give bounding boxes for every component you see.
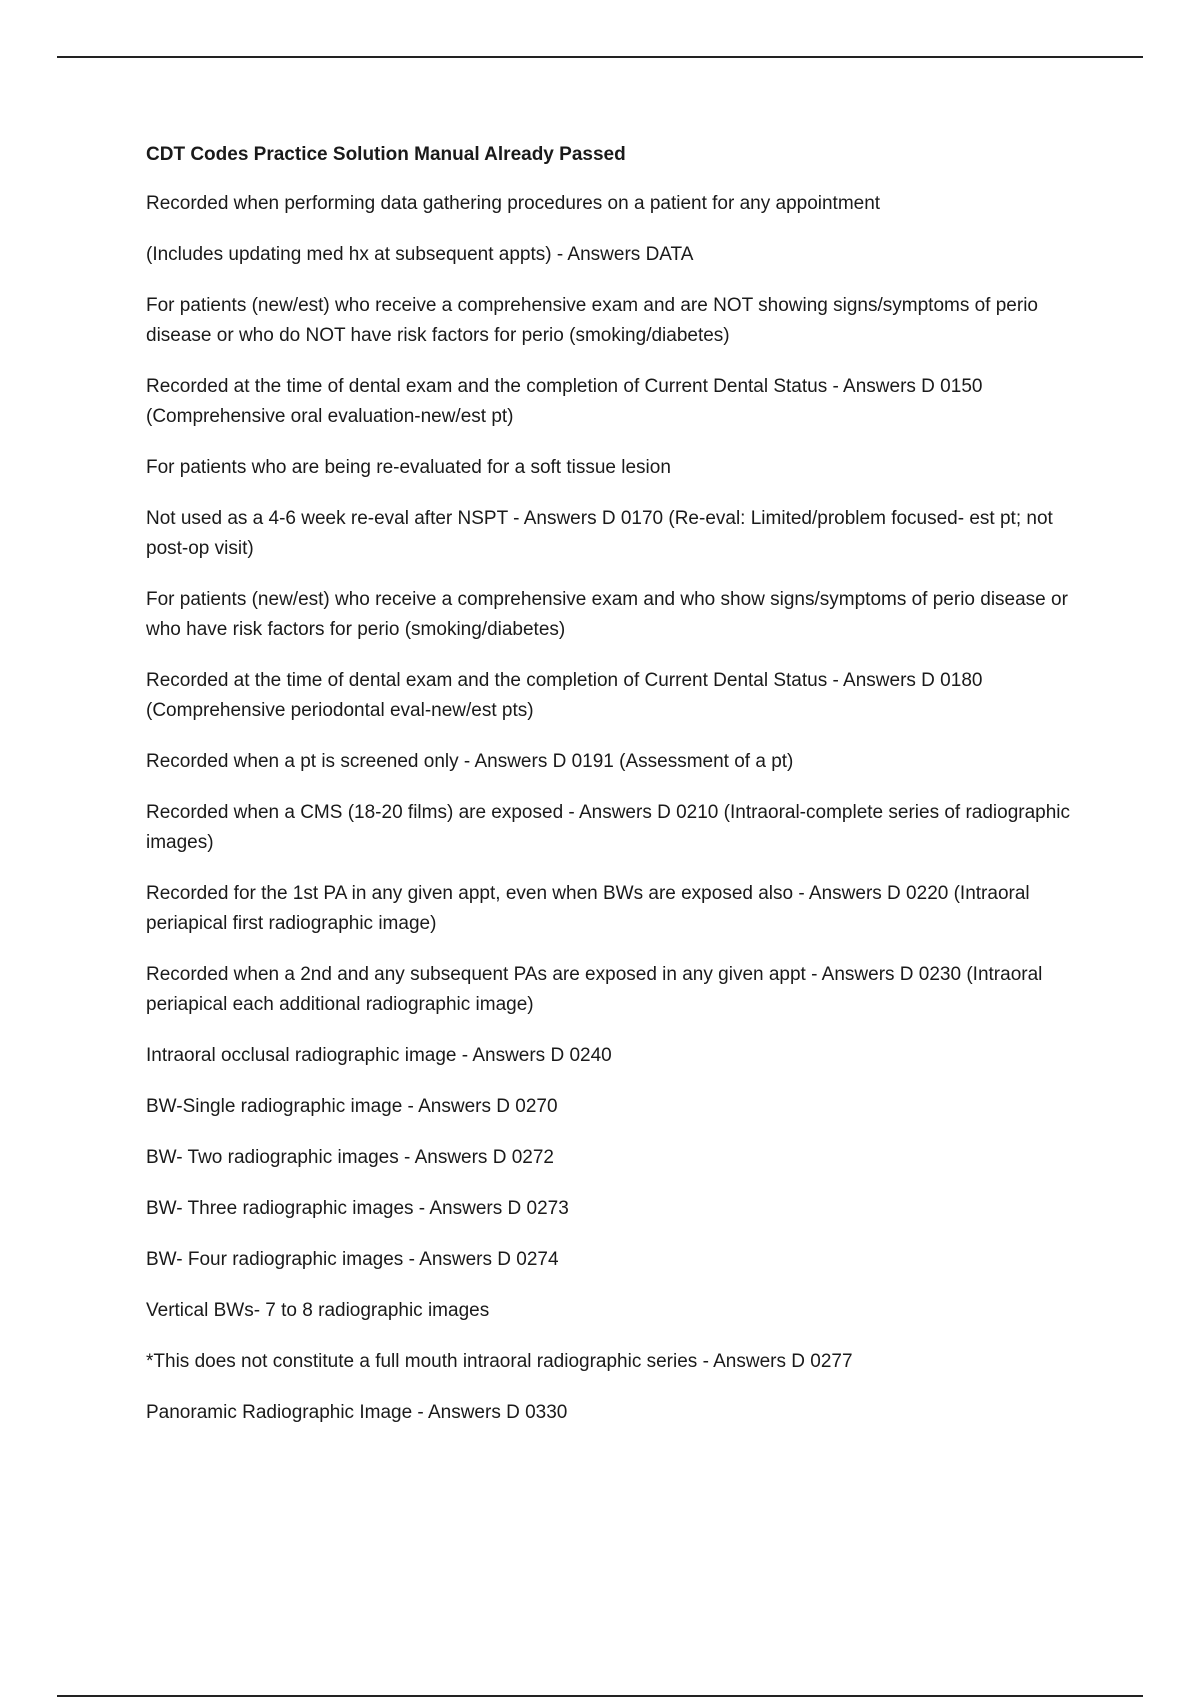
paragraph: BW-Single radiographic image - Answers D 0270 <box>146 1096 558 1117</box>
paragraph: Not used as a 4-6 week re-eval after NSPT - Answers D 0170 (Re-eval: Limited/problem focused- est pt; not post-op visit) <box>146 508 1053 559</box>
paragraph: *This does not constitute a full mouth intraoral radiographic series - Answers D 0277 <box>146 1351 853 1372</box>
paragraph: BW- Four radiographic images - Answers D 0274 <box>146 1249 559 1270</box>
paragraph: Recorded for the 1st PA in any given appt, even when BWs are exposed also - Answers D 0220 (Intraoral periapical first radiographic image) <box>146 883 1030 934</box>
paragraph: Vertical BWs- 7 to 8 radiographic images <box>146 1300 490 1321</box>
paragraph: Recorded when performing data gathering procedures on a patient for any appointment <box>146 193 881 214</box>
paragraph: Panoramic Radiographic Image - Answers D 0330 <box>146 1402 568 1423</box>
paragraph: Recorded when a pt is screened only - Answers D 0191 (Assessment of a pt) <box>146 751 794 772</box>
paragraph: BW- Two radiographic images - Answers D 0272 <box>146 1147 554 1168</box>
paragraph: For patients (new/est) who receive a comprehensive exam and are NOT showing signs/symptoms of perio disease or who do NOT have risk factors for perio (smoking/diabetes) <box>146 295 1038 346</box>
top-divider <box>57 56 1143 58</box>
document-body <box>146 140 1096 1449</box>
paragraph: For patients (new/est) who receive a comprehensive exam and who show signs/symptoms of perio disease or who have risk factors for perio (smoking/diabetes) <box>146 589 1068 640</box>
paragraph: Recorded at the time of dental exam and the completion of Current Dental Status - Answers D 0180 (Comprehensive periodontal eval-new/est pts) <box>146 670 983 721</box>
paragraph: BW- Three radiographic images - Answers D 0273 <box>146 1198 569 1219</box>
paragraph: For patients who are being re-evaluated for a soft tissue lesion <box>146 457 671 478</box>
paragraph: Recorded when a 2nd and any subsequent PAs are exposed in any given appt - Answers D 0230 (Intraoral periapical each additional radiographic image) <box>146 964 1043 1015</box>
paragraph: Intraoral occlusal radiographic image - Answers D 0240 <box>146 1045 612 1066</box>
paragraph: (Includes updating med hx at subsequent appts) - Answers DATA <box>146 244 694 265</box>
paragraph: Recorded at the time of dental exam and the completion of Current Dental Status - Answers D 0150 (Comprehensive oral evaluation-new/est pt) <box>146 376 983 427</box>
paragraph: Recorded when a CMS (18-20 films) are exposed - Answers D 0210 (Intraoral-complete series of radiographic images) <box>146 802 1071 853</box>
bottom-divider <box>57 1695 1143 1697</box>
document-title: CDT Codes Practice Solution Manual Already Passed <box>146 144 626 165</box>
